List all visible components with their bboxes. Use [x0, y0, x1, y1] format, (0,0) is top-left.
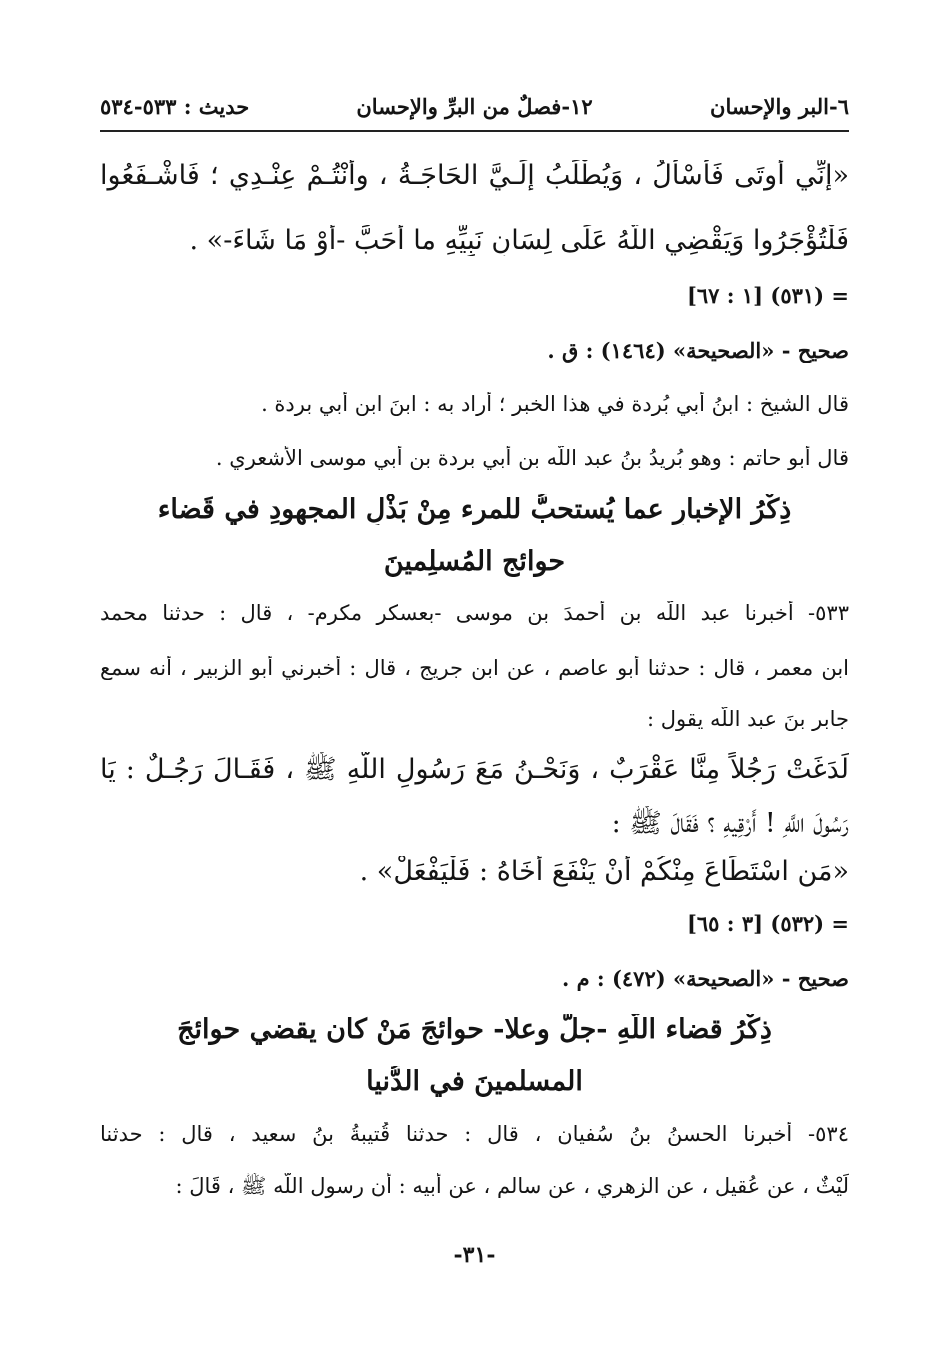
isnad-line: ابن معمر ، قال : حدثنا أبو عاصم ، عن ابن جريج ، قال : أخبرني أبو الزبير ، أنه سمع [100, 656, 849, 680]
commentary-line: قال أبو حاتم : وهو بُريدُ بنُ عبد اللَّه بن أبي بردة بن أبي موسى الأشعري . [215, 446, 849, 470]
page-number: -٣١- [453, 1242, 496, 1268]
cross-reference: = (٥٣١) [١ : ٦٧] [686, 283, 849, 308]
isnad-line: ٥٣٤- أخبرنا الحسنُ بنُ سُفيان ، قال : حدثنا قُتيبةُ بنُ سعيد ، قال : حدثنا [100, 1122, 849, 1146]
hadith-text-line: لَدَغَتْ رَجُلاً مِنَّا عَقْرَبٌ ، وَنَحْـنُ مَعَ رَسُولِ اللَّهِ ﷺ ، فَقَـالَ رَجُـلٌ : يَا [100, 754, 849, 785]
section-heading: ذِكْرُ الإخبارِ عما يُستحبُّ للمرء مِنْ بَذْلِ المجهودِ في قَضاء [157, 494, 792, 525]
hadith-text-line: فَلْتُؤْجَرُوا وَيَقْضِي اللَّهُ عَلَى لِسَانِ نَبِيِّهِ ما أَحَبَّ -أَوْ مَا شَاءَ-» . [189, 225, 849, 256]
commentary-line: قال الشيخ : ابنُ أبي بُردة في هذا الخبر ؛ أراد به : ابنَ ابنِ أبي بردة . [261, 392, 849, 416]
section-heading: ذِكْرُ قضاء اللَّهِ -جلَّ وعلا- حوائجَ مَنْ كان يقضي حوائجَ [177, 1014, 772, 1045]
section-heading: حوائجِ المُسلِمينَ [383, 546, 566, 577]
grading-note: صحيح - «الصحيحة» (٤٧٢) : م . [561, 966, 849, 991]
section-title: ١٢-فصلٌ من البرِّ والإحسان [356, 94, 593, 119]
chapter-title: ٦-البر والإحسان [710, 94, 849, 119]
hadith-text-line: رَسُولَ اللَّهِ ! أَرْقِيهِ ؟ فَقَالَ ﷺ : [611, 808, 849, 839]
grading-note: صحيح - «الصحيحة» (١٤٦٤) : ق . [547, 338, 849, 363]
hadith-range: حديث : ٥٣٣-٥٣٤ [100, 94, 250, 119]
running-header [100, 86, 849, 132]
isnad-line: لَيْثٌ ، عن عُقيل ، عن الزهري ، عن سالم ، عن أبيه : أن رسول اللَّه ﷺ ، قَالَ : [175, 1174, 849, 1198]
hadith-text-line: «إنِّي أُوتَى فَأُسْأَلُ ، وَيُطْلَبُ إلَـيَّ الحَاجَـةُ ، وأَنْتُـمْ عِنْـدِي ؛ فَاشْـفَعُوا [100, 160, 849, 191]
cross-reference: = (٥٣٢) [٣ : ٦٥] [686, 911, 849, 936]
isnad-line: ٥٣٣- أخبرنا عبد اللَّه بن أحمدَ بن موسى -بعسكر مكرم- ، قال : حدثنا محمد [100, 601, 849, 625]
hadith-text-line: «مَنِ اسْتَطَاعَ مِنْكُمْ أَنْ يَنْفَعَ أَخَاهُ : فَلْيَفْعَلْ» . [359, 856, 849, 887]
isnad-line: جابر بنَ عبد اللَّه يقول : [646, 707, 849, 731]
section-heading: المسلمينَ في الدُّنيا [366, 1066, 583, 1097]
